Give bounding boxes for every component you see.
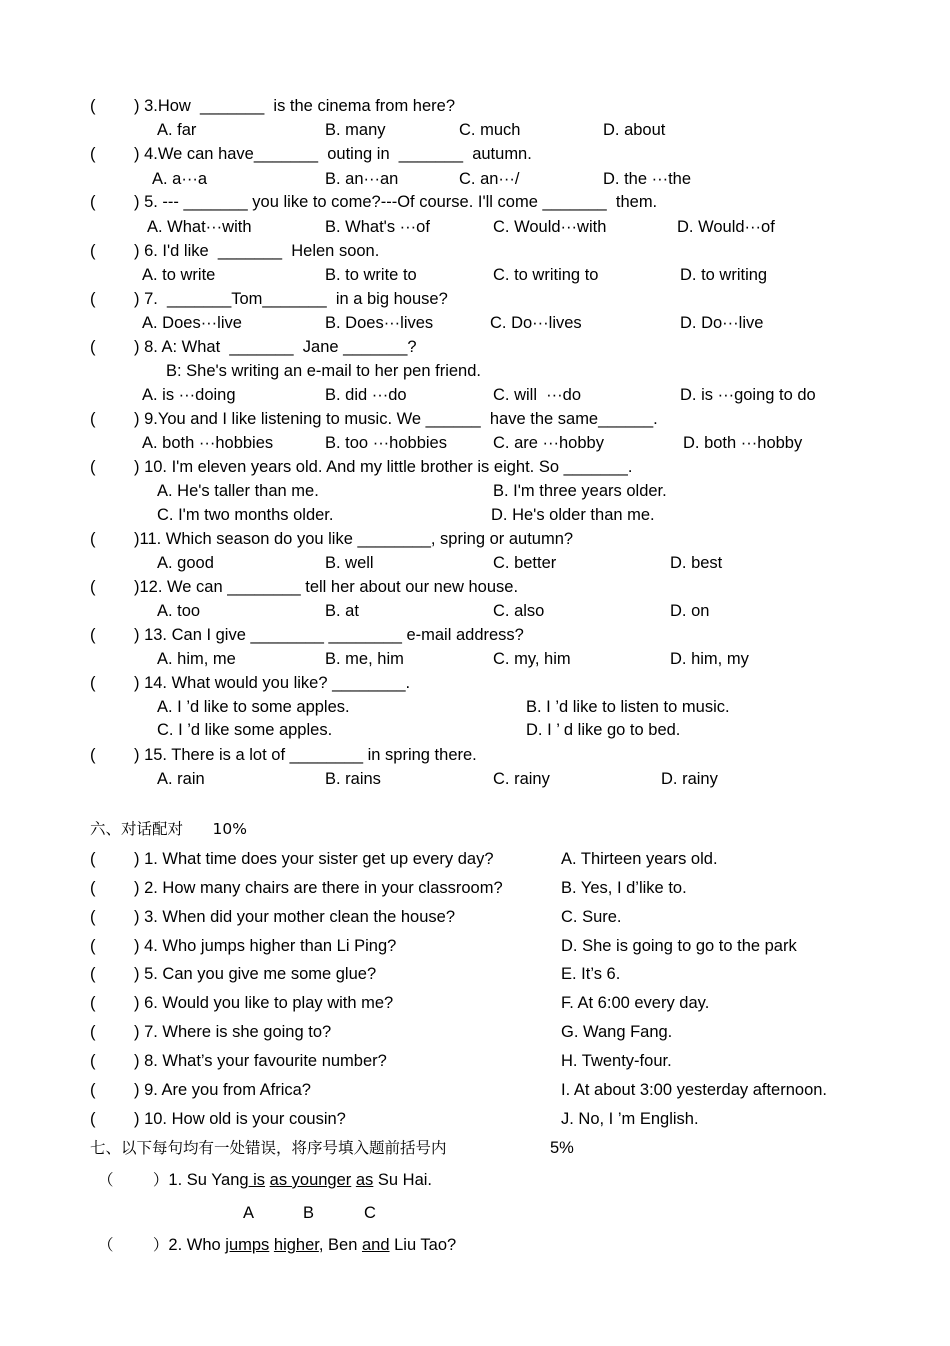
question-5-stem: ) 5. --- _______ you like to come?---Of course. I'll come _______ them. bbox=[134, 193, 658, 211]
question-15-stem: ) 15. There is a lot of ________ in spring there. bbox=[134, 746, 477, 764]
answer-paren: ( bbox=[90, 145, 96, 163]
match-answer: H. Twenty-four. bbox=[561, 1052, 672, 1070]
match-question: ) 1. What time does your sister get up every day? bbox=[134, 850, 494, 868]
option-a: A. is ···doing bbox=[142, 386, 236, 404]
match-question: ) 7. Where is she going to? bbox=[134, 1023, 332, 1041]
option-d: D. He's older than me. bbox=[491, 506, 655, 524]
option-a: A. good bbox=[157, 554, 214, 572]
match-answer: G. Wang Fang. bbox=[561, 1023, 673, 1041]
option-b: B. did ···do bbox=[325, 386, 407, 404]
answer-paren: ( bbox=[90, 994, 96, 1012]
answer-paren: ( bbox=[90, 1052, 96, 1070]
question-3-stem: ) 3.How _______ is the cinema from here? bbox=[134, 97, 456, 115]
match-answer: F. At 6:00 every day. bbox=[561, 994, 710, 1012]
option-c: C. I'm two months older. bbox=[157, 506, 334, 524]
q2-text-mid: , Ben bbox=[318, 1236, 362, 1254]
match-answer: A. Thirteen years old. bbox=[561, 850, 718, 868]
answer-paren: ( bbox=[90, 746, 96, 764]
q2-part-b: higher bbox=[273, 1236, 319, 1254]
option-a: A. He's taller than me. bbox=[157, 482, 319, 500]
option-c: C. I ’d like some apples. bbox=[157, 721, 333, 739]
match-answer: E. It’s 6. bbox=[561, 965, 621, 983]
error-question-1 bbox=[98, 1170, 432, 1190]
option-c: C. Do···lives bbox=[490, 314, 582, 332]
section-7-title: 七、以下每句均有一处错误，将序号填入题前括号内 bbox=[90, 1139, 447, 1157]
question-9-stem: ) 9.You and I like listening to music. We ______ have the same______. bbox=[134, 410, 658, 428]
answer-paren: ( bbox=[90, 1023, 96, 1041]
answer-paren: ( bbox=[90, 290, 96, 308]
match-answer: I. At about 3:00 yesterday afternoon. bbox=[561, 1081, 828, 1099]
match-question: ) 10. How old is your cousin? bbox=[134, 1110, 346, 1128]
option-d: D. Would···of bbox=[677, 218, 775, 236]
match-answer: C. Sure. bbox=[561, 908, 622, 926]
option-a: A. far bbox=[157, 121, 197, 139]
option-b: B. many bbox=[325, 121, 386, 139]
option-b: B. me, him bbox=[325, 650, 404, 668]
option-c: C. are ···hobby bbox=[493, 434, 604, 452]
match-answer: D. She is going to go to the park bbox=[561, 937, 797, 955]
option-b: B. too ···hobbies bbox=[325, 434, 447, 452]
option-c: C. better bbox=[493, 554, 557, 572]
option-d: D. the ···the bbox=[603, 170, 692, 188]
answer-paren: ( bbox=[90, 908, 96, 926]
q2-part-c: and bbox=[361, 1236, 390, 1254]
question-13-stem: ) 13. Can I give ________ ________ e-mail address? bbox=[134, 626, 524, 644]
answer-paren: ( bbox=[90, 626, 96, 644]
option-b: B. I ’d like to listen to music. bbox=[526, 698, 730, 716]
error-question-2 bbox=[98, 1235, 456, 1255]
option-c: C. also bbox=[493, 602, 545, 620]
match-question: ) 8. What’s your favourite number? bbox=[134, 1052, 387, 1070]
answer-paren: ( bbox=[90, 965, 96, 983]
answer-paren: ( bbox=[90, 1110, 96, 1128]
question-8-dialogue: B: She's writing an e-mail to her pen friend. bbox=[166, 362, 481, 380]
option-c: C. will ···do bbox=[493, 386, 582, 404]
option-c: C. my, him bbox=[493, 650, 571, 668]
match-question: ) 5. Can you give me some glue? bbox=[134, 965, 377, 983]
option-b: B. rains bbox=[325, 770, 381, 788]
question-7-stem: ) 7. _______Tom_______ in a big house? bbox=[134, 290, 448, 308]
option-c: C. rainy bbox=[493, 770, 550, 788]
q2-text-post: Liu Tao? bbox=[389, 1236, 457, 1254]
option-d: D. I ’ d like go to bed. bbox=[526, 721, 681, 739]
section-6-title: 六、对话配对 10% bbox=[90, 820, 248, 838]
option-a: A. What···with bbox=[147, 218, 252, 236]
answer-paren: （ ） bbox=[98, 1171, 169, 1189]
option-d: D. about bbox=[603, 121, 666, 139]
match-question: ) 4. Who jumps higher than Li Ping? bbox=[134, 937, 397, 955]
option-d: D. both ···hobby bbox=[683, 434, 803, 452]
option-d: D. is ···going to do bbox=[680, 386, 816, 404]
answer-paren: ( bbox=[90, 879, 96, 897]
option-c: C. much bbox=[459, 121, 521, 139]
option-a: A. rain bbox=[157, 770, 205, 788]
option-d: D. Do···live bbox=[680, 314, 764, 332]
answer-paren: ( bbox=[90, 242, 96, 260]
option-d: D. to writing bbox=[680, 266, 768, 284]
answer-paren: ( bbox=[90, 97, 96, 115]
letter-b: B bbox=[303, 1204, 315, 1222]
option-a: A. Does···live bbox=[142, 314, 242, 332]
option-b: B. Does···lives bbox=[325, 314, 434, 332]
option-d: D. him, my bbox=[670, 650, 749, 668]
answer-paren: ( bbox=[90, 850, 96, 868]
q1-text-pre: 1. Su Yang bbox=[168, 1171, 249, 1189]
option-c: C. Would···with bbox=[493, 218, 607, 236]
option-b: B. an···an bbox=[325, 170, 399, 188]
option-b: B. well bbox=[325, 554, 374, 572]
option-d: D. best bbox=[670, 554, 723, 572]
match-question: ) 2. How many chairs are there in your classroom? bbox=[134, 879, 503, 897]
q1-text-post: Su Hai. bbox=[373, 1171, 433, 1189]
option-b: B. at bbox=[325, 602, 359, 620]
letter-a: A bbox=[243, 1204, 255, 1222]
question-12-stem: )12. We can ________ tell her about our new house. bbox=[134, 578, 519, 596]
match-answer: J. No, I ’m English. bbox=[561, 1110, 699, 1128]
answer-paren: ( bbox=[90, 338, 96, 356]
option-b: B. What's ···of bbox=[325, 218, 430, 236]
question-11-stem: )11. Which season do you like ________, spring or autumn? bbox=[134, 530, 574, 548]
option-a: A. him, me bbox=[157, 650, 236, 668]
option-c: C. an···/ bbox=[459, 170, 520, 188]
q1-part-a: is bbox=[248, 1171, 266, 1189]
answer-paren: （ ） bbox=[98, 1236, 169, 1254]
question-10-stem: ) 10. I'm eleven years old. And my little brother is eight. So _______. bbox=[134, 458, 633, 476]
option-a: A. a···a bbox=[152, 170, 208, 188]
match-answer: B. Yes, I d’like to. bbox=[561, 879, 687, 897]
match-question: ) 3. When did your mother clean the house? bbox=[134, 908, 456, 926]
section-7-percent: 5% bbox=[550, 1139, 574, 1157]
question-4-stem: ) 4.We can have_______ outing in _______ autumn. bbox=[134, 145, 532, 163]
option-a: A. to write bbox=[142, 266, 216, 284]
answer-paren: ( bbox=[90, 937, 96, 955]
match-question: ) 9. Are you from Africa? bbox=[134, 1081, 311, 1099]
question-14-stem: ) 14. What would you like? ________. bbox=[134, 674, 411, 692]
question-6-stem: ) 6. I'd like _______ Helen soon. bbox=[134, 242, 380, 260]
q2-part-a: jumps bbox=[225, 1236, 270, 1254]
option-a: A. both ···hobbies bbox=[142, 434, 274, 452]
option-a: A. I ’d like to some apples. bbox=[157, 698, 350, 716]
question-8-stem: ) 8. A: What _______ Jane _______? bbox=[134, 338, 417, 356]
answer-paren: ( bbox=[90, 530, 96, 548]
answer-paren: ( bbox=[90, 410, 96, 428]
option-a: A. too bbox=[157, 602, 201, 620]
answer-paren: ( bbox=[90, 578, 96, 596]
option-b: B. to write to bbox=[325, 266, 417, 284]
option-d: D. rainy bbox=[661, 770, 718, 788]
option-d: D. on bbox=[670, 602, 710, 620]
option-b: B. I'm three years older. bbox=[493, 482, 667, 500]
q1-part-c: as bbox=[355, 1171, 374, 1189]
answer-paren: ( bbox=[90, 1081, 96, 1099]
answer-paren: ( bbox=[90, 193, 96, 211]
answer-paren: ( bbox=[90, 674, 96, 692]
q1-part-b: as younger bbox=[269, 1171, 352, 1189]
letter-c: C bbox=[364, 1204, 376, 1222]
match-question: ) 6. Would you like to play with me? bbox=[134, 994, 394, 1012]
answer-paren: ( bbox=[90, 458, 96, 476]
q2-text-pre: 2. Who bbox=[168, 1236, 226, 1254]
option-c: C. to writing to bbox=[493, 266, 599, 284]
